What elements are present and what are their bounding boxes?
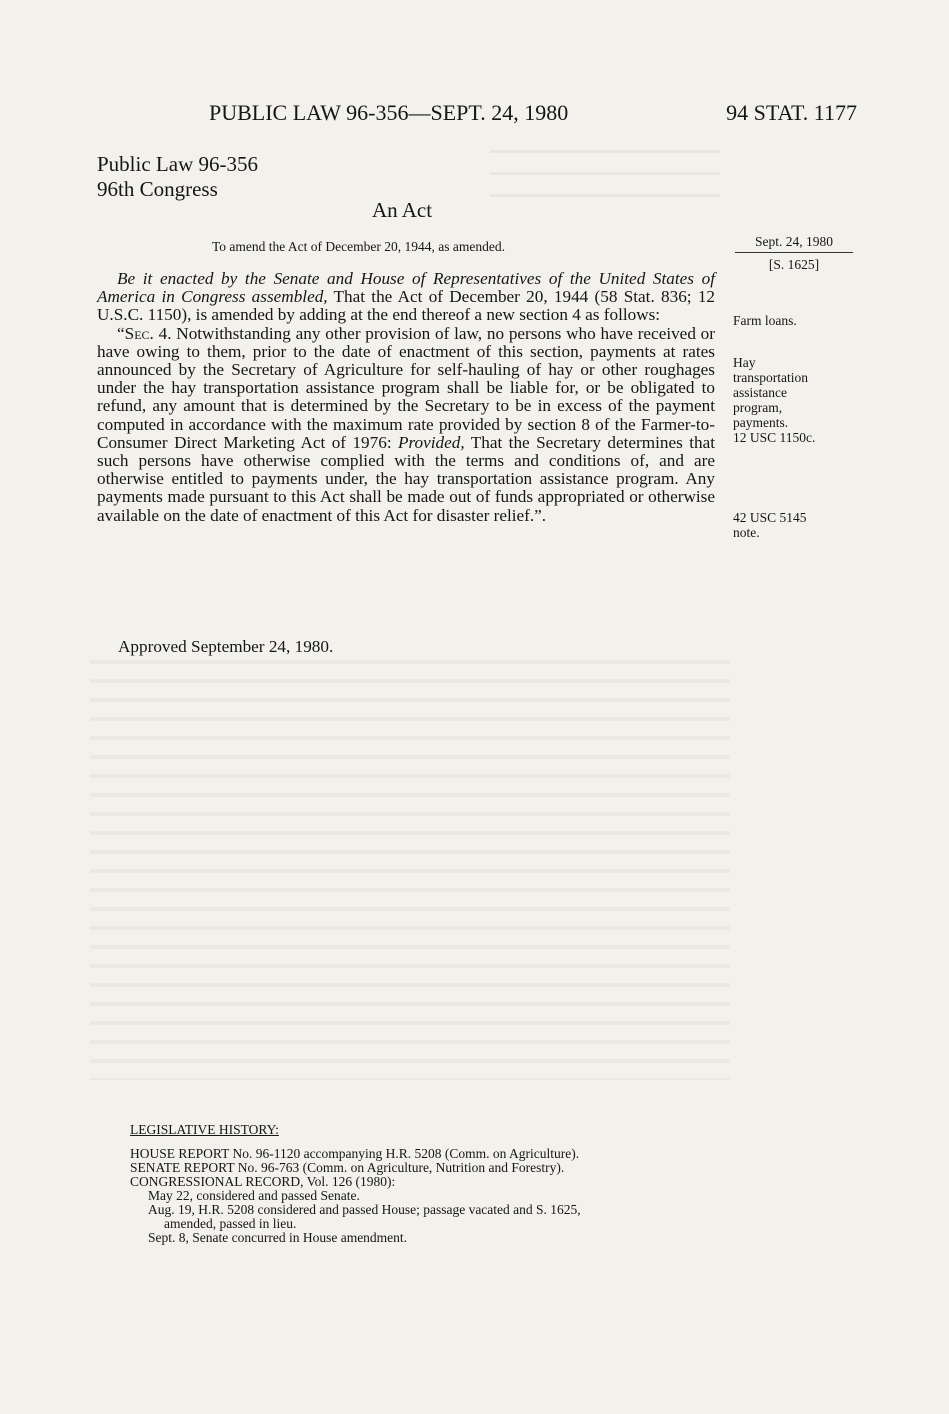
margin-note-hay-line: assistance [733,385,787,400]
record-entry: May 22, considered and passed Senate. [148,1188,360,1203]
enacting-rest: That the Act of December 20, 1944 (58 Stat. 836; 12 U.S.C. 1150), is amended by adding at the end thereof a new section 4 as follows: [97,287,716,325]
law-number: Public Law 96-356 [97,152,258,176]
section-label: Sec [124,323,150,343]
statute-page: 94 STAT. 1177 [726,100,857,125]
margin-note-farm-loans: Farm loans. [733,313,797,328]
margin-note-hay-line: 12 USC 1150c. [733,430,816,445]
section-open-quote: “ [117,323,125,343]
margin-note-hay-line: transportation [733,370,808,385]
running-head [209,100,857,126]
law-title-block [97,152,258,202]
margin-note-hay-line: Hay [733,355,756,370]
margin-note-usc-line: 42 USC 5145 [733,510,807,525]
record-entry-continuation: amended, passed in lieu. [164,1216,297,1231]
margin-note-usc [733,510,807,540]
act-purpose: To amend the Act of December 20, 1944, as amended. [212,239,505,254]
section-text-1: . 4. Notwithstanding any other provision of law, no persons who have received or have owing to them, prior to the date of enactment of this section, payments at rates announced by the Secretary of Agriculture for self-hauling of hay or other roughages under the hay transportation assistance program shall be liable for, or be obligated to refund, any amount that is determined by the Secretary to be in excess of the payment computed in accordance with the maximum rate provided by section 8 of the Farmer-to-Consumer Direct Marketing Act of 1976: [97,323,715,452]
approved-line: Approved September 24, 1980. [118,637,334,656]
record-entry: Sept. 8, Senate concurred in House amendment. [148,1230,408,1245]
house-report: HOUSE REPORT No. 96-1120 accompanying H.R. 5208 (Comm. on Agriculture). [130,1146,580,1161]
congressional-record: CONGRESSIONAL RECORD, Vol. 126 (1980): [130,1174,396,1189]
legislative-history [130,1123,730,1245]
margin-note-usc-line: note. [733,525,760,540]
margin-date-block [735,234,853,273]
enacting-italic: Be it enacted by the Senate and House of Representatives of the United States of America in Congress assembled, [97,269,715,307]
margin-bill-number: [S. 1625] [768,257,820,272]
record-entry: Aug. 19, H.R. 5208 considered and passed House; passage vacated and S. 1625, [148,1202,581,1217]
provided-proviso: Provided, [398,432,465,452]
senate-report: SENATE REPORT No. 96-763 (Comm. on Agriculture, Nutrition and Forestry). [130,1160,565,1175]
law-line: PUBLIC LAW 96-356—SEPT. 24, 1980 [209,100,569,125]
legislative-history-heading: LEGISLATIVE HISTORY: [130,1122,279,1137]
margin-note-hay [733,355,815,445]
show-through-texture-2 [90,660,730,1080]
margin-note-hay-line: program, [733,400,783,415]
congress: 96th Congress [97,177,218,201]
act-body [97,270,715,525]
enacting-clause [97,270,715,325]
show-through-texture [490,150,720,200]
section-text-2: That the Secretary determines that such persons have otherwise complied with the terms and conditions of, and are otherwise entitled to payments under, the hay transportation assistance program. Any payments made pursuant to this Act shall be made out of funds appropriated or otherwise available on the date of enactment of this Act for disaster relief.”. [97,432,715,525]
margin-note-hay-line: payments. [733,415,789,430]
section-4 [97,325,715,525]
act-heading: An Act [372,198,433,222]
margin-date: Sept. 24, 1980 [735,234,853,253]
